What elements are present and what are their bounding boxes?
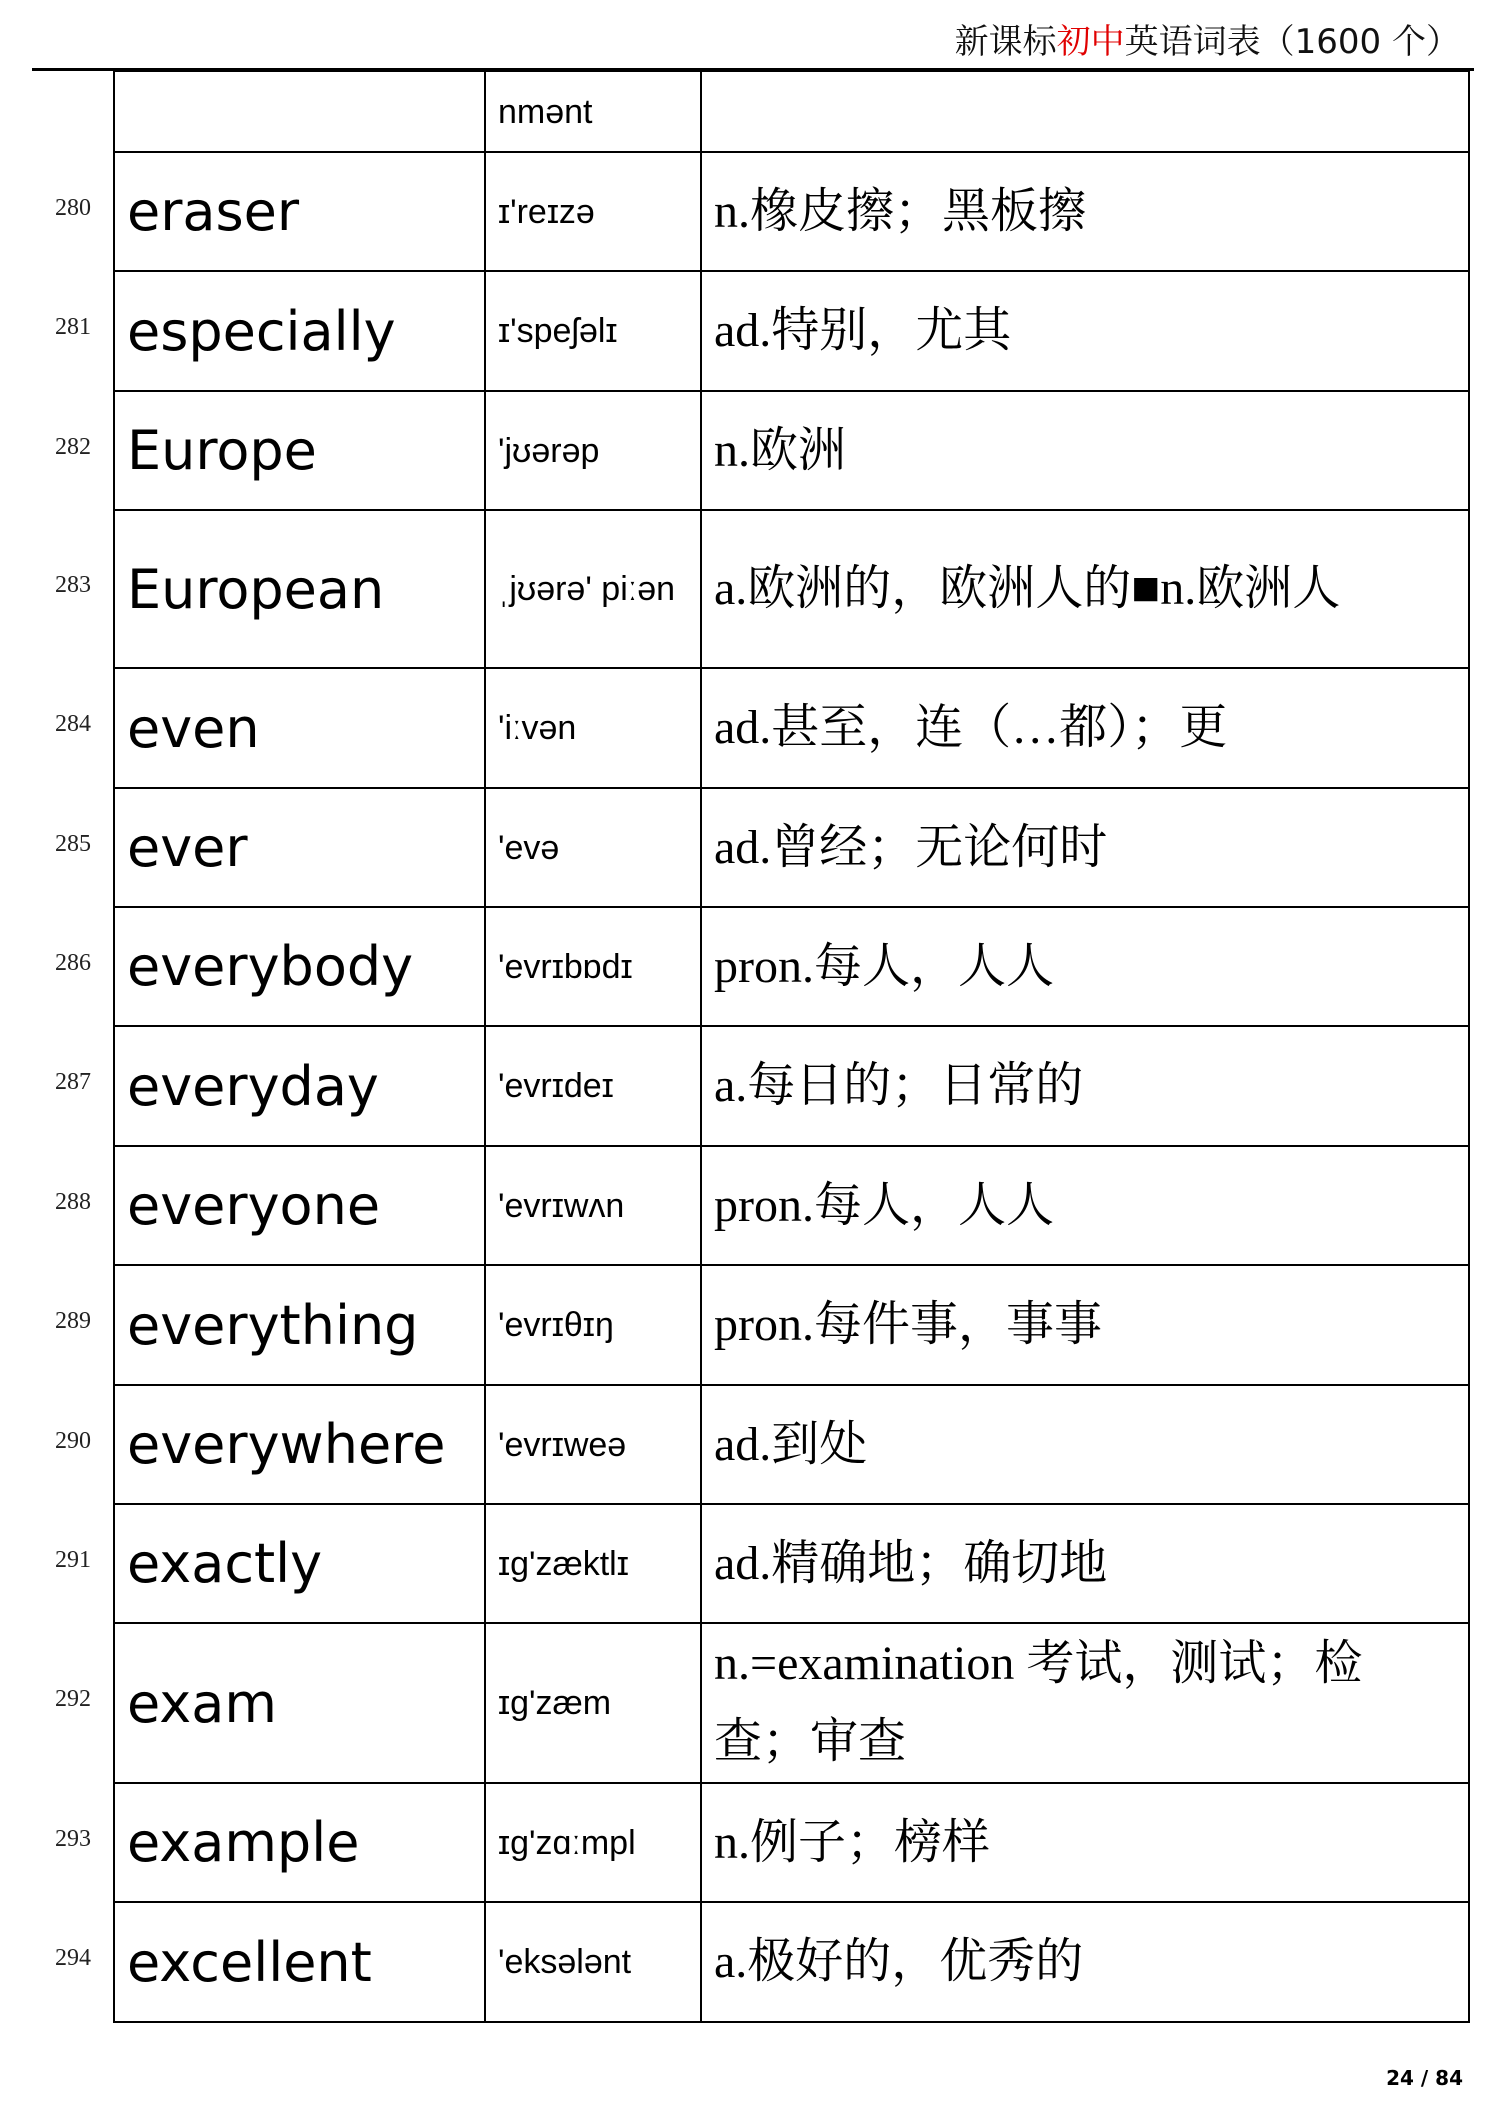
table-row bbox=[114, 1385, 1469, 1504]
table-row bbox=[114, 1026, 1469, 1146]
word-cell: Europe bbox=[114, 391, 485, 510]
phonetic-cell: 'eksələnt bbox=[485, 1902, 701, 2022]
phonetic-cell: 'evə bbox=[485, 788, 701, 907]
table-row bbox=[114, 391, 1469, 510]
table-row bbox=[114, 788, 1469, 907]
table-row bbox=[114, 907, 1469, 1026]
phonetic-cell: ɪg'zæktlɪ bbox=[485, 1504, 701, 1623]
meaning-cell: n.橡皮擦；黑板擦 bbox=[701, 152, 1469, 271]
meaning-cell: ad.到处 bbox=[701, 1385, 1469, 1504]
meaning-cell: n.=examination 考试，测试；检查；审查 bbox=[701, 1623, 1469, 1783]
row-number: 284 bbox=[55, 711, 91, 737]
word-cell: excellent bbox=[114, 1902, 485, 2022]
meaning-cell: a.欧洲的，欧洲人的■n.欧洲人 bbox=[701, 510, 1469, 668]
word-cell: exactly bbox=[114, 1504, 485, 1623]
meaning-cell: ad.曾经；无论何时 bbox=[701, 788, 1469, 907]
row-number: 282 bbox=[55, 433, 91, 460]
word-cell: example bbox=[114, 1783, 485, 1902]
row-number: 293 bbox=[55, 1825, 91, 1852]
table-row bbox=[114, 510, 1469, 668]
meaning-cell: pron.每件事，事事 bbox=[701, 1265, 1469, 1385]
meaning-cell: a.极好的，优秀的 bbox=[701, 1902, 1469, 2022]
word-cell: exam bbox=[114, 1623, 485, 1783]
word-cell bbox=[114, 71, 485, 152]
word-cell: even bbox=[114, 668, 485, 788]
meaning-cell: ad.甚至，连（…都）；更 bbox=[701, 668, 1469, 788]
title-part1: 新课标 bbox=[954, 22, 1057, 62]
row-number: 286 bbox=[55, 949, 91, 976]
table-row bbox=[114, 152, 1469, 271]
word-cell: eraser bbox=[114, 152, 485, 271]
phonetic-cell: 'evrɪdeɪ bbox=[485, 1026, 701, 1146]
word-cell: everywhere bbox=[114, 1385, 485, 1504]
phonetic-cell: nmənt bbox=[485, 71, 701, 152]
word-cell: ever bbox=[114, 788, 485, 907]
meaning-cell: pron.每人，人人 bbox=[701, 1146, 1469, 1265]
phonetic-cell: 'evrɪθɪŋ bbox=[485, 1265, 701, 1385]
table-row bbox=[114, 1265, 1469, 1385]
word-cell: European bbox=[114, 510, 485, 668]
phonetic-cell: 'evrɪwʌn bbox=[485, 1146, 701, 1265]
row-number: 288 bbox=[55, 1188, 91, 1215]
word-cell: everything bbox=[114, 1265, 485, 1385]
phonetic-cell: 'evrɪbɒdɪ bbox=[485, 907, 701, 1026]
document-title bbox=[955, 14, 1460, 63]
meaning-cell: ad.精确地；确切地 bbox=[701, 1504, 1469, 1623]
word-cell: especially bbox=[114, 271, 485, 391]
title-part2: 英语词表（1600 个） bbox=[1124, 22, 1460, 62]
table-row-continued bbox=[114, 71, 1469, 152]
row-number: 291 bbox=[55, 1546, 91, 1573]
phonetic-cell: ˌjʊərə' piːən bbox=[485, 510, 701, 668]
row-number: 292 bbox=[55, 1686, 91, 1712]
phonetic-cell: ɪ'reɪzə bbox=[485, 152, 701, 271]
vocabulary-table bbox=[113, 70, 1470, 2023]
table-row bbox=[114, 271, 1469, 391]
page-number: 24 / 84 bbox=[1386, 2066, 1463, 2090]
table-row bbox=[114, 1623, 1469, 1783]
row-number: 287 bbox=[55, 1069, 91, 1095]
phonetic-cell: 'iːvən bbox=[485, 668, 701, 788]
meaning-cell: pron.每人，人人 bbox=[701, 907, 1469, 1026]
table-row bbox=[114, 1146, 1469, 1265]
table-row bbox=[114, 668, 1469, 788]
row-number: 290 bbox=[55, 1427, 91, 1454]
title-accent: 初中 bbox=[1056, 22, 1125, 62]
word-cell: everyone bbox=[114, 1146, 485, 1265]
meaning-cell bbox=[701, 71, 1469, 152]
meaning-cell: n.例子；榜样 bbox=[701, 1783, 1469, 1902]
row-number: 285 bbox=[55, 830, 91, 857]
row-number: 289 bbox=[55, 1308, 91, 1334]
meaning-cell: ad.特别，尤其 bbox=[701, 271, 1469, 391]
phonetic-cell: ɪg'zæm bbox=[485, 1623, 701, 1783]
meaning-cell: n.欧洲 bbox=[701, 391, 1469, 510]
row-number: 283 bbox=[55, 572, 91, 598]
table-row bbox=[114, 1783, 1469, 1902]
phonetic-cell: ɪg'zɑːmpl bbox=[485, 1783, 701, 1902]
phonetic-cell: 'jʊərəp bbox=[485, 391, 701, 510]
row-number: 281 bbox=[55, 314, 91, 340]
meaning-cell: a.每日的；日常的 bbox=[701, 1026, 1469, 1146]
table-row bbox=[114, 1504, 1469, 1623]
word-cell: everybody bbox=[114, 907, 485, 1026]
table-row bbox=[114, 1902, 1469, 2022]
row-number: 280 bbox=[55, 194, 91, 221]
word-cell: everyday bbox=[114, 1026, 485, 1146]
row-number: 294 bbox=[55, 1945, 91, 1971]
phonetic-cell: 'evrɪweə bbox=[485, 1385, 701, 1504]
phonetic-cell: ɪ'speʃəlɪ bbox=[485, 271, 701, 391]
